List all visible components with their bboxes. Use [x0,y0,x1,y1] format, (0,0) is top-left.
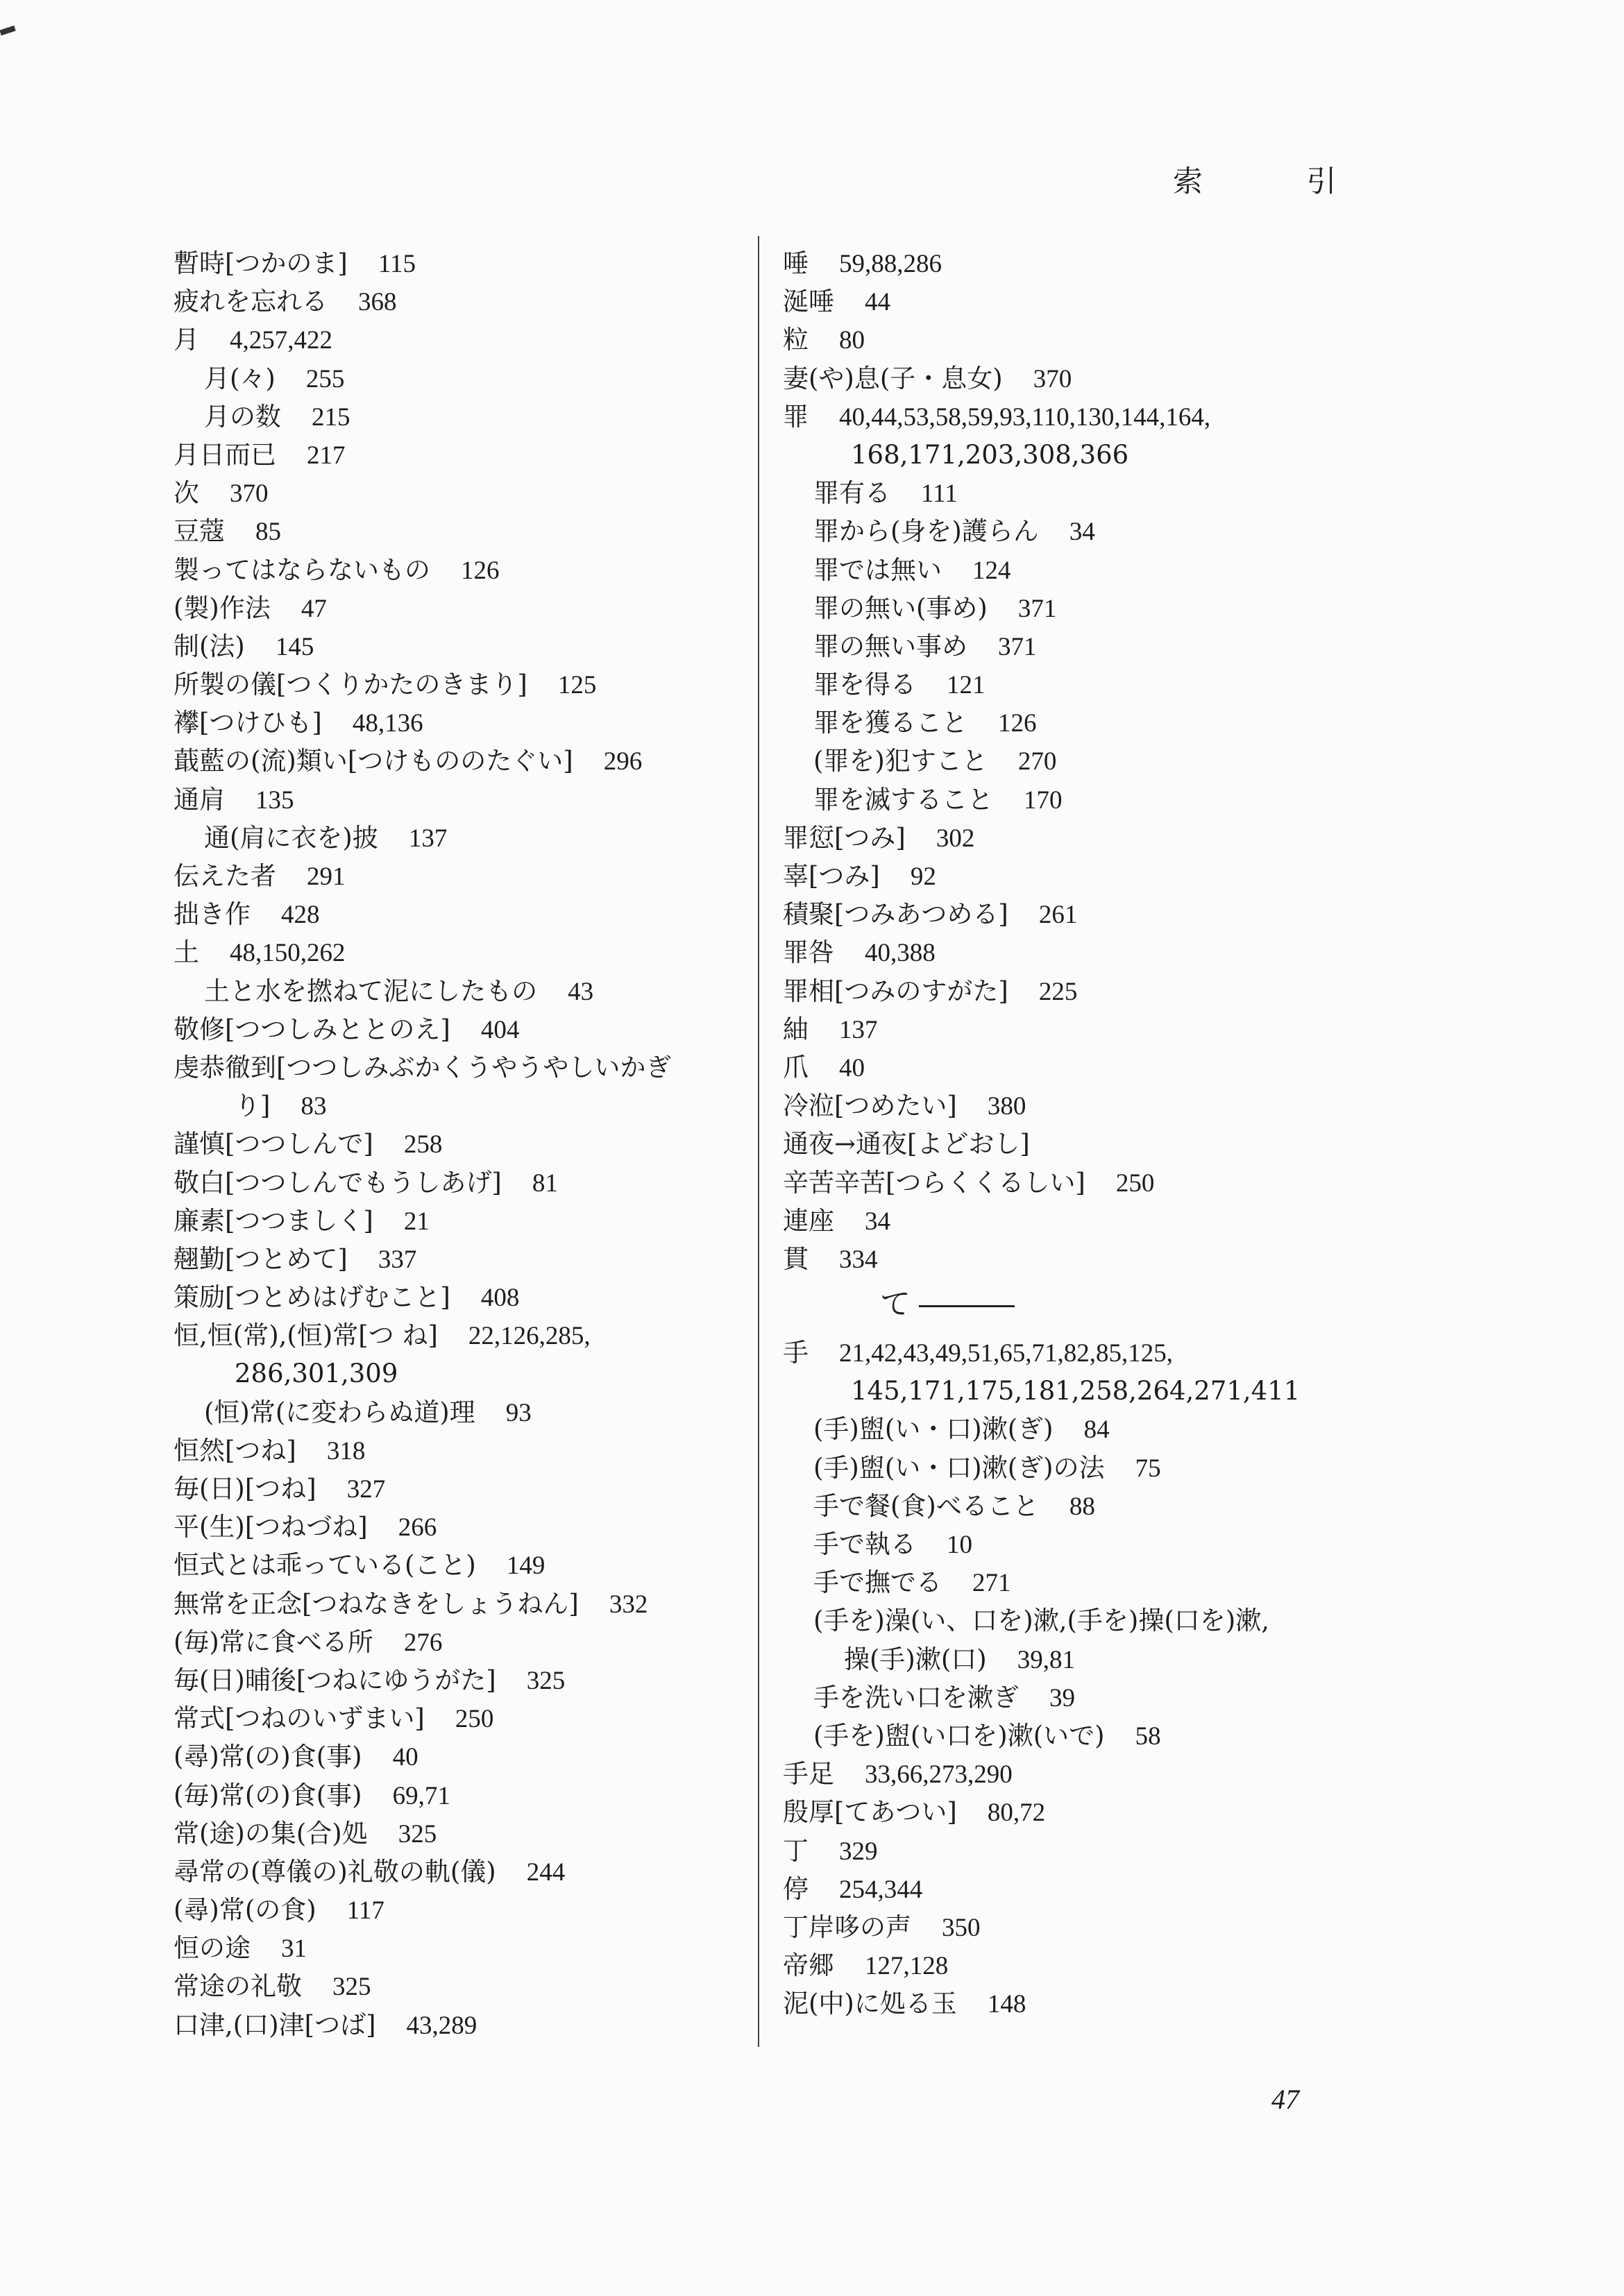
index-pages: 137 [839,1015,878,1044]
index-term: 襻[つけひも] [174,708,322,738]
index-term: 手 [783,1338,809,1368]
index-term: 唾 [783,248,809,278]
index-term: 暫時[つかのま] [174,248,348,278]
index-entry [783,627,1435,665]
index-entry [174,1929,840,1967]
index-pages: 329 [839,1837,878,1866]
index-pages: 371 [998,632,1037,661]
index-term: 月 [174,325,199,355]
index-term: 土 [174,937,199,968]
index-pages: 244 [526,1857,566,1887]
index-pages: 368 [358,288,397,317]
column-divider [758,236,759,2047]
index-term: (手)盥(い・口)漱(ぎ) [813,1414,1054,1445]
index-term: 罪の無い事め [813,631,967,661]
index-term: 伝えた者 [174,861,276,891]
index-entry [174,551,840,589]
index-term: 泥(中)に処る玉 [783,1989,957,2019]
index-term: 手で餐(食)べること [813,1490,1039,1521]
index-entry [783,282,1435,321]
index-entry [783,512,1435,550]
index-term: 拙き作 [174,899,251,930]
index-pages: 266 [398,1513,437,1542]
index-entry [783,819,1435,857]
index-pages: 22,126,285, [468,1322,591,1351]
index-term: 制(法) [174,631,245,661]
index-entry [174,1699,840,1737]
index-entry [783,359,1435,398]
index-pages: 325 [332,1973,371,2002]
index-pages: 34 [865,1207,890,1236]
index-term: 妻(や)息(子・息女) [783,363,1003,393]
index-entry [783,1087,1435,1125]
index-entry [783,1164,1435,1202]
index-entry [174,1814,840,1853]
scan-corner-mark [0,26,16,35]
index-entry [783,1202,1435,1240]
index-term: 常(途)の集(合)処 [174,1818,368,1848]
index-term: り] [235,1091,271,1121]
index-entry [783,1717,1435,1755]
index-entry [174,1164,840,1202]
index-entry [174,244,840,282]
index-entry [174,474,840,512]
index-term: 手で執る [813,1529,916,1559]
index-pages: 111 [921,479,958,509]
index-pages: 127,128 [865,1952,949,1981]
index-pages: 81 [532,1168,558,1198]
index-term: 罪咎 [783,937,834,968]
index-pages: 215 [312,402,350,432]
index-term: 操(手)漱(口) [844,1644,987,1674]
index-term: (毎)常(の)食(事) [174,1780,362,1810]
index-pages: 296 [603,747,643,776]
index-entry [174,282,840,321]
index-entry [783,1563,1435,1601]
index-term: (恒)常(に変わらぬ道)理 [204,1397,475,1427]
index-entry [174,1393,840,1431]
index-entry [783,1372,1435,1410]
index-pages: 83 [301,1092,327,1121]
index-pages: 80 [839,326,865,355]
index-pages: 276 [403,1628,443,1657]
index-entry [174,398,840,436]
index-pages: 255 [305,364,345,393]
index-entry [783,1908,1435,1946]
index-pages: 44 [865,288,890,317]
index-entry [174,627,840,665]
index-pages: 39 [1049,1683,1075,1712]
index-entry [174,512,840,550]
index-term: 丁岸哆の声 [783,1912,911,1942]
index-entry [783,1640,1435,1678]
index-pages: 225 [1038,977,1078,1006]
index-pages: 258 [403,1130,443,1159]
index-pages: 126 [461,556,500,585]
index-term: 恒,恒(常),(恒)常[つ ね] [174,1320,438,1351]
index-entry [174,1125,840,1163]
index-entry [174,1776,840,1814]
index-entry [174,1010,840,1048]
index-entry [783,742,1435,780]
index-entry [174,781,840,819]
index-term: 謹慎[つつしんで] [174,1129,373,1159]
index-pages: 40,44,53,58,59,93,110,130,144,164, [839,402,1211,432]
index-term: 粒 [783,325,809,355]
index-entry [783,1793,1435,1831]
index-pages: 4,257,422 [230,326,332,355]
index-entry [783,1449,1435,1487]
index-term: 紬 [783,1014,809,1044]
section-heading-kana: て [880,1286,911,1323]
index-term: 蕺藍の(流)類い[つけもののたぐい] [174,746,573,776]
index-pages: 318 [326,1436,366,1465]
index-pages: 302 [936,824,975,853]
index-term: 恒の途 [174,1933,251,1964]
index-pages: 88 [1069,1492,1095,1521]
index-term: (毎)常に食べる所 [174,1626,373,1657]
index-term: (手を)澡(い、口を)漱,(手を)操(口を)漱, [813,1606,1270,1636]
index-entry [783,1487,1435,1525]
index-entry [783,1755,1435,1793]
index-term: 無常を正念[つねなきをしょうねん] [174,1588,579,1619]
index-pages: 254,344 [839,1875,923,1904]
index-entry [174,1737,840,1776]
index-entry [783,665,1435,704]
index-term: 通肩 [174,784,225,815]
index-pages: 48,136 [352,709,423,738]
index-pages: 40,388 [865,939,936,968]
index-entry [783,244,1435,282]
index-term: 常途の礼敬 [174,1971,302,2002]
index-pages: 117 [346,1896,384,1925]
index-entry [783,1601,1435,1640]
index-term: 罪有る [813,478,890,509]
index-term: 丁 [783,1835,809,1866]
index-entry [174,972,840,1010]
index-term: 罪を滅すること [813,784,993,815]
index-pages: 69,71 [392,1781,450,1810]
index-pages: 428 [281,901,320,930]
index-term: 尋常の(尊儀の)礼敬の軌(儀) [174,1856,496,1887]
index-pages: 271 [972,1569,1011,1598]
index-pages: 39,81 [1017,1645,1075,1674]
index-pages: 48,150,262 [230,939,346,968]
index-entry [174,436,840,474]
index-entry [783,1678,1435,1717]
index-pages: 261 [1038,901,1078,930]
index-term: 罪 [783,401,809,432]
index-entry [783,1525,1435,1563]
index-entry [174,1508,840,1546]
index-term: 所製の儀[つくりかたのきまり] [174,670,527,700]
index-term: 罪の無い(事め) [813,593,988,623]
index-term: 罪を得る [813,670,916,700]
index-pages: 40 [839,1053,865,1082]
index-entry [174,1661,840,1699]
index-pages: 291 [307,862,346,891]
index-term: 罪を獲ること [813,708,967,738]
index-pages: 380 [987,1092,1026,1121]
index-pages: 33,66,273,290 [865,1760,1013,1789]
index-pages: 148 [987,1990,1026,2019]
index-term: 罪では無い [813,554,942,585]
index-term: 次 [174,478,199,509]
index-entry [783,1946,1435,1984]
section-heading-rule [919,1305,1015,1307]
index-term: 積聚[つみあつめる] [783,899,1008,930]
index-pages: 34 [1069,518,1095,547]
index-pages: 250 [455,1705,494,1734]
index-term: 辜[つみ] [783,861,880,891]
index-entry [783,1125,1435,1163]
index-term: 豆蔻 [174,516,225,547]
index-pages: 370 [230,479,269,509]
index-term: (製)作法 [174,593,271,623]
index-entry [783,1010,1435,1048]
index-entry [783,972,1435,1010]
index-entry [174,1316,840,1354]
index-term: 敬白[つつしんでもうしあげ] [174,1167,502,1198]
index-pages: 43,289 [406,2011,477,2040]
index-entry [174,321,840,359]
index-entry [783,551,1435,589]
index-term: (尋)常(の)食(事) [174,1742,362,1772]
index-term: (手)盥(い・口)漱(ぎ)の法 [813,1452,1105,1483]
index-entry [174,1967,840,2005]
index-term: 殷厚[てあつい] [783,1797,957,1828]
index-term: 月日而已 [174,439,276,470]
index-term: 疲れを忘れる [174,287,328,317]
index-term: 帝郷 [783,1950,834,1981]
index-term: 手で撫でる [813,1567,942,1598]
index-term: 罪愆[つみ] [783,822,906,853]
index-entry [783,1832,1435,1870]
index-term: 敬修[つつしみととのえ] [174,1014,450,1044]
index-pages: 58 [1135,1721,1161,1751]
index-entry [783,1334,1435,1372]
index-group-tsu [783,244,1435,1278]
index-entry [174,1470,840,1508]
index-entry [174,1623,840,1661]
index-entry [783,781,1435,819]
index-entry [783,1410,1435,1448]
index-term: 連座 [783,1205,834,1236]
index-pages: 40 [392,1743,418,1772]
index-pages: 92 [910,862,936,891]
index-term: 策励[つとめはげむこと] [174,1282,450,1313]
index-pages: 332 [609,1590,648,1619]
index-column-right [783,244,1435,2023]
index-term: 毎(日)晡後[つねにゆうがた] [174,1665,496,1695]
index-entry [174,895,840,933]
index-entry [174,589,840,627]
index-pages: 75 [1135,1454,1161,1483]
index-pages: 121 [947,671,986,700]
index-entry [783,1240,1435,1278]
index-pages: 31 [281,1934,307,1964]
index-pages: 170 [1024,785,1063,815]
index-pages: 370 [1033,364,1072,393]
index-pages: 126 [998,709,1037,738]
index-term: 廉素[つつましく] [174,1205,373,1236]
index-entry [783,895,1435,933]
index-term: 毎(日)[つね] [174,1474,316,1504]
index-term: 辛苦辛苦[つらくくるしい] [783,1167,1085,1198]
index-pages: 59,88,286 [839,250,942,278]
index-pages: 124 [972,556,1011,585]
index-term: 虔恭徹到[つつしみぶかくうやうやしいかぎ [174,1052,672,1082]
index-pages: 250 [1115,1168,1155,1198]
page-number: 47 [1271,2084,1299,2115]
index-pages: 21,42,43,49,51,65,71,82,85,125, [839,1339,1173,1368]
index-pages: 325 [398,1819,437,1848]
index-term: 口津,(口)津[つば] [174,2009,376,2040]
index-pages: 404 [480,1015,520,1044]
index-entry [174,1431,840,1470]
index-entry [783,933,1435,971]
index-entry [174,1048,840,1087]
index-term: 翹勤[つとめて] [174,1243,348,1274]
index-entry [783,436,1435,474]
index-entry [783,857,1435,895]
index-term: 平(生)[つねづね] [174,1512,368,1542]
index-term: 168,171,203,308,366 [851,439,1129,470]
index-term: (罪を)犯すこと [813,746,988,776]
index-pages: 145 [275,632,314,661]
index-entry [174,2006,840,2044]
index-pages: 10 [947,1531,972,1559]
index-term: 月(々) [204,363,276,393]
index-term: 手を洗い口を漱ぎ [813,1682,1019,1712]
index-entry [174,665,840,704]
index-term: 爪 [783,1052,809,1082]
index-pages: 43 [568,977,594,1006]
index-term: 月の数 [204,401,281,432]
index-entry [783,704,1435,742]
index-entry [174,857,840,895]
index-entry [174,1354,840,1393]
index-pages: 21 [403,1207,430,1236]
index-pages: 84 [1083,1415,1110,1445]
page-header-title: 索 引 [1173,164,1384,199]
index-entry [783,589,1435,627]
index-entry [783,398,1435,436]
index-pages: 93 [505,1398,532,1427]
index-term: 停 [783,1873,809,1904]
index-entry [174,1087,840,1125]
index-entry [174,704,840,742]
section-heading-te [783,1284,1435,1325]
index-entry [174,1240,840,1278]
index-entry [783,1048,1435,1087]
index-pages: 115 [378,250,416,278]
index-entry [783,321,1435,359]
index-term: 罪相[つみのすがた] [783,976,1008,1006]
index-pages: 135 [255,785,294,815]
index-entry [174,742,840,780]
index-term: (手を)盥(い口を)漱(いで) [813,1720,1105,1751]
index-pages: 85 [255,518,281,547]
index-term: 145,171,175,181,258,264,271,411 [851,1376,1301,1406]
index-entry [783,1984,1435,2023]
index-entry [174,1891,840,1929]
index-pages: 371 [1017,594,1057,623]
index-entry [174,933,840,971]
index-term: 286,301,309 [235,1359,398,1389]
index-term: 手足 [783,1759,834,1789]
index-pages: 337 [378,1245,417,1274]
index-column-left [174,244,840,2044]
index-term: 冷涖[つめたい] [783,1091,957,1121]
index-pages: 350 [942,1913,981,1942]
index-pages: 47 [301,594,327,623]
index-term: (尋)常(の食) [174,1895,316,1925]
index-term: 土と水を撚ねて泥にしたもの [204,976,538,1006]
index-pages: 80,72 [987,1798,1046,1828]
index-term: 恒式とは乖っている(こと) [174,1550,476,1581]
index-entry [783,1870,1435,1908]
index-pages: 325 [526,1666,566,1695]
index-pages: 270 [1017,747,1057,776]
index-pages: 217 [307,441,346,470]
index-pages: 137 [408,824,448,853]
index-entry [783,474,1435,512]
index-term: 貫 [783,1243,809,1274]
index-pages: 408 [480,1284,520,1313]
index-entry [174,819,840,857]
index-entry [174,359,840,398]
index-pages: 149 [506,1551,545,1581]
index-entry [174,1202,840,1240]
index-term: 罪から(身を)護らん [813,516,1039,547]
index-term: 常式[つねのいずまい] [174,1703,425,1734]
index-group-te [783,1334,1435,2023]
index-pages: 334 [839,1245,878,1274]
index-entry [174,1853,840,1891]
index-term: 通(肩に衣を)披 [204,822,378,853]
index-term: 涎唾 [783,287,834,317]
index-entry [174,1546,840,1584]
index-pages: 327 [346,1475,386,1504]
index-pages: 125 [557,671,597,700]
index-term: 恒然[つね] [174,1435,296,1465]
index-entry [174,1278,840,1316]
index-entry [174,1585,840,1623]
index-term: 製ってはならないもの [174,554,430,585]
index-term: 通夜→通夜[よどおし] [783,1129,1030,1159]
